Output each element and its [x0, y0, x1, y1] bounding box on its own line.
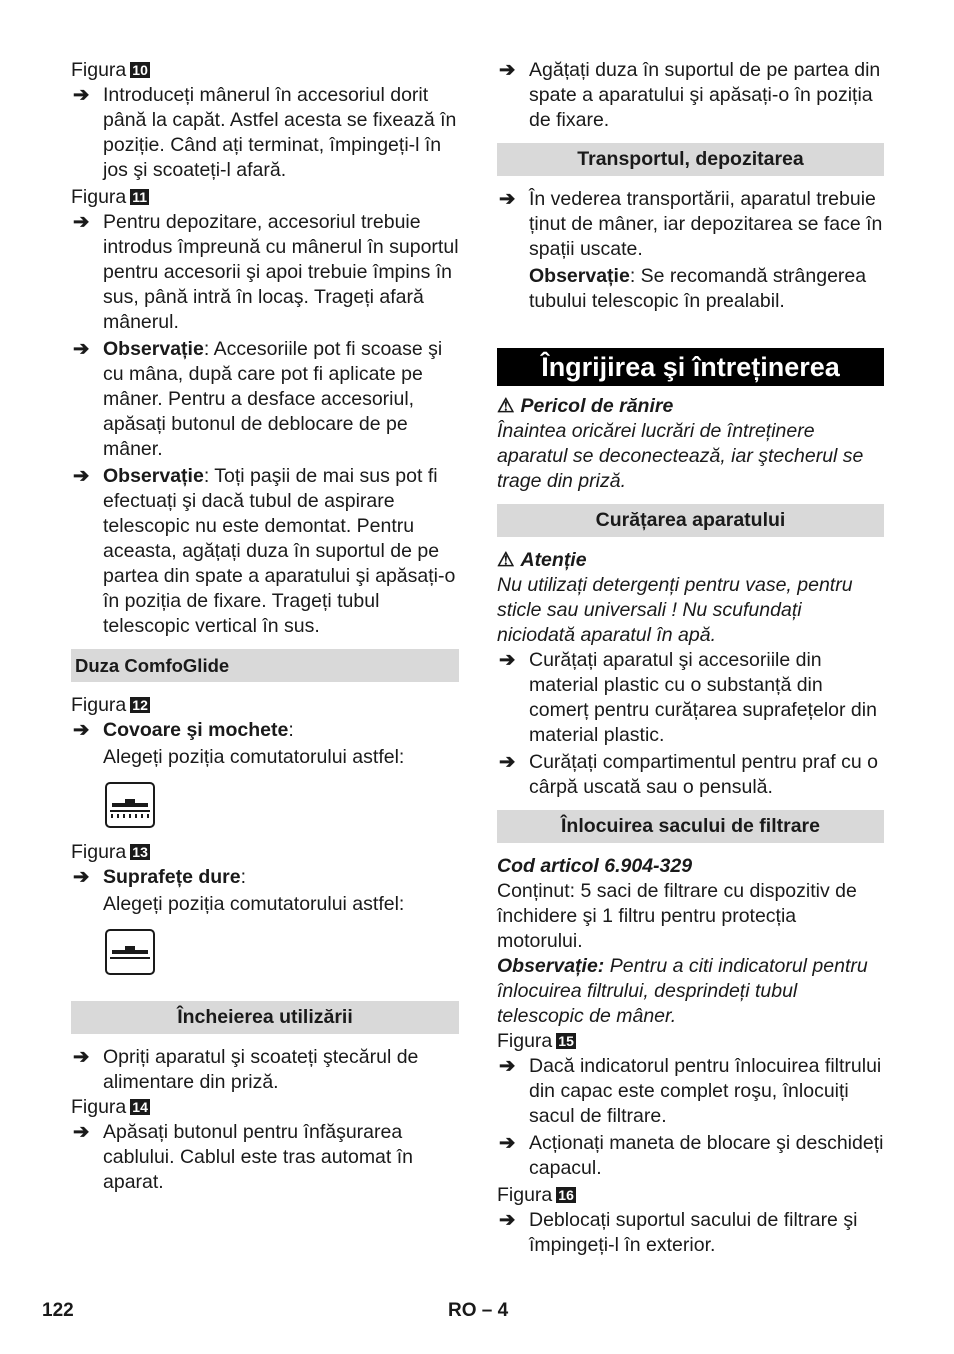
instruction-step: ➔ În vederea transportării, aparatul trebuie ținut de mâner, iar depozitarea se face în spații uscate. [499, 188, 883, 260]
section-heading-filter: Înlocuirea sacului de filtrare [497, 810, 884, 843]
figure-ref-16: Figura 16 [497, 1184, 574, 1206]
instruction-step: ➔ Opriți aparatul şi scoateți ştecărul de alimentare din priză. [73, 1046, 419, 1093]
arrow-icon: ➔ [73, 84, 90, 106]
filter-observation: Observație: Pentru a citi indicatorul pentru înlocuirea filtrului, desprindeți tubul telescopic de mâner. [497, 955, 868, 1027]
danger-warning-text: Înaintea oricărei lucrări de întreținere aparatul se deconectează, iar ştecherul se trage din priză. [497, 420, 864, 492]
section-heading-cleaning: Curățarea aparatului [497, 504, 884, 537]
warning-icon: ⚠ [497, 549, 515, 571]
note-step: ➔ Observație: Toți paşii de mai sus pot fi efectuați şi dacă tubul de aspirare telescopic nu este demontat. Pentru aceasta, agățați duza în suportul de pe partea din spate a aparatului şi apăsați-o în poziția de fixare. Trageți tubul telescopic vertical în sus. [73, 465, 456, 637]
figure-ref-15: Figura 15 [497, 1030, 574, 1052]
page-number: 122 [42, 1300, 74, 1321]
right-column [497, 58, 884, 1258]
arrow-icon: ➔ [499, 1055, 516, 1077]
article-code: Cod articol 6.904-329 [497, 855, 693, 877]
chapter-heading-care: Îngrijirea şi întreținerea [497, 348, 884, 386]
instruction-step: ➔ Suprafețe dure: [73, 866, 247, 888]
hard-floor-switch-icon [105, 929, 155, 975]
transport-note: Observație: Se recomandă strângerea tubului telescopic în prealabil. [529, 265, 867, 312]
figure-ref-13: Figura 13 [71, 841, 148, 863]
danger-warning-title: ⚠ Pericol de rănire [497, 395, 674, 417]
arrow-icon: ➔ [499, 649, 516, 671]
instruction-step: ➔ Pentru depozitare, accesoriul trebuie introdus împreună cu mânerul în suportul pentru accesorii şi apoi trebuie împins în sus, până intră în locaş. Trageți afară mânerul. [73, 211, 459, 333]
left-column [71, 58, 459, 1195]
arrow-icon: ➔ [499, 1132, 516, 1154]
figure-ref-14: Figura 14 [71, 1096, 148, 1118]
switch-instruction: Alegeți poziția comutatorului astfel: [103, 893, 405, 915]
section-heading-transport: Transportul, depozitarea [497, 143, 884, 176]
instruction-step: ➔ Deblocați suportul sacului de filtrare şi împingeți-l în exterior. [499, 1209, 858, 1256]
instruction-step: ➔ Covoare şi mochete: [73, 719, 294, 741]
arrow-icon: ➔ [499, 751, 516, 773]
instruction-step: ➔ Introduceți mânerul în accesoriul dorit până la capăt. Astfel acesta se fixează în poziție. Când ați terminat, împingeți-l în jos şi scoateți-l afară. [73, 84, 457, 181]
instruction-step: ➔ Agățați duza în suportul de pe partea din spate a aparatului şi apăsați-o în poziția de fixare. [499, 59, 881, 131]
figure-ref-12: Figura 12 [71, 694, 148, 716]
arrow-icon: ➔ [73, 866, 90, 888]
section-heading-end-use: Încheierea utilizării [71, 1001, 459, 1034]
arrow-icon: ➔ [73, 1121, 90, 1143]
package-content: Conținut: 5 saci de filtrare cu dispozitiv de închidere şi 1 filtru pentru protecția motorului. [497, 880, 857, 952]
arrow-icon: ➔ [73, 465, 90, 487]
arrow-icon: ➔ [499, 59, 516, 81]
arrow-icon: ➔ [73, 211, 90, 233]
attention-title: ⚠ Atenție [497, 549, 587, 571]
section-heading-comfoglide: Duza ComfoGlide [71, 649, 459, 682]
arrow-icon: ➔ [73, 719, 90, 741]
instruction-step: ➔ Acționați maneta de blocare şi deschideți capacul. [499, 1132, 884, 1179]
arrow-icon: ➔ [73, 1046, 90, 1068]
instruction-step: ➔ Apăsați butonul pentru înfăşurarea cablului. Cablul este tras automat în aparat. [73, 1121, 414, 1193]
switch-instruction: Alegeți poziția comutatorului astfel: [103, 746, 405, 768]
arrow-icon: ➔ [73, 338, 90, 360]
instruction-step: ➔ Curățați compartimentul pentru praf cu o cârpă uscată sau o pensulă. [499, 751, 879, 798]
language-page-indicator: RO – 4 [448, 1300, 509, 1321]
arrow-icon: ➔ [499, 188, 516, 210]
figure-ref-10: Figura 10 [71, 59, 148, 81]
instruction-step: ➔ Curățați aparatul şi accesoriile din material plastic cu o substanță din comerț pentru curățarea suprafețelor din material plastic. [499, 649, 877, 746]
note-step: ➔ Observație: Accesoriile pot fi scoase şi cu mâna, după care pot fi aplicate pe mâner. Pentru a desface accesoriul, apăsați butonul de deblocare de pe mâner. [73, 338, 443, 460]
figure-ref-11: Figura 11 [71, 186, 148, 208]
attention-text: Nu utilizați detergenți pentru vase, pentru sticle sau universali ! Nu scufundați niciodată aparatul în apă. [497, 574, 853, 646]
warning-icon: ⚠ [497, 395, 515, 417]
arrow-icon: ➔ [499, 1209, 516, 1231]
instruction-step: ➔ Dacă indicatorul pentru înlocuirea filtrului din capac este complet roşu, înlocuiți sacul de filtrare. [499, 1055, 882, 1127]
carpet-switch-icon [105, 782, 155, 828]
